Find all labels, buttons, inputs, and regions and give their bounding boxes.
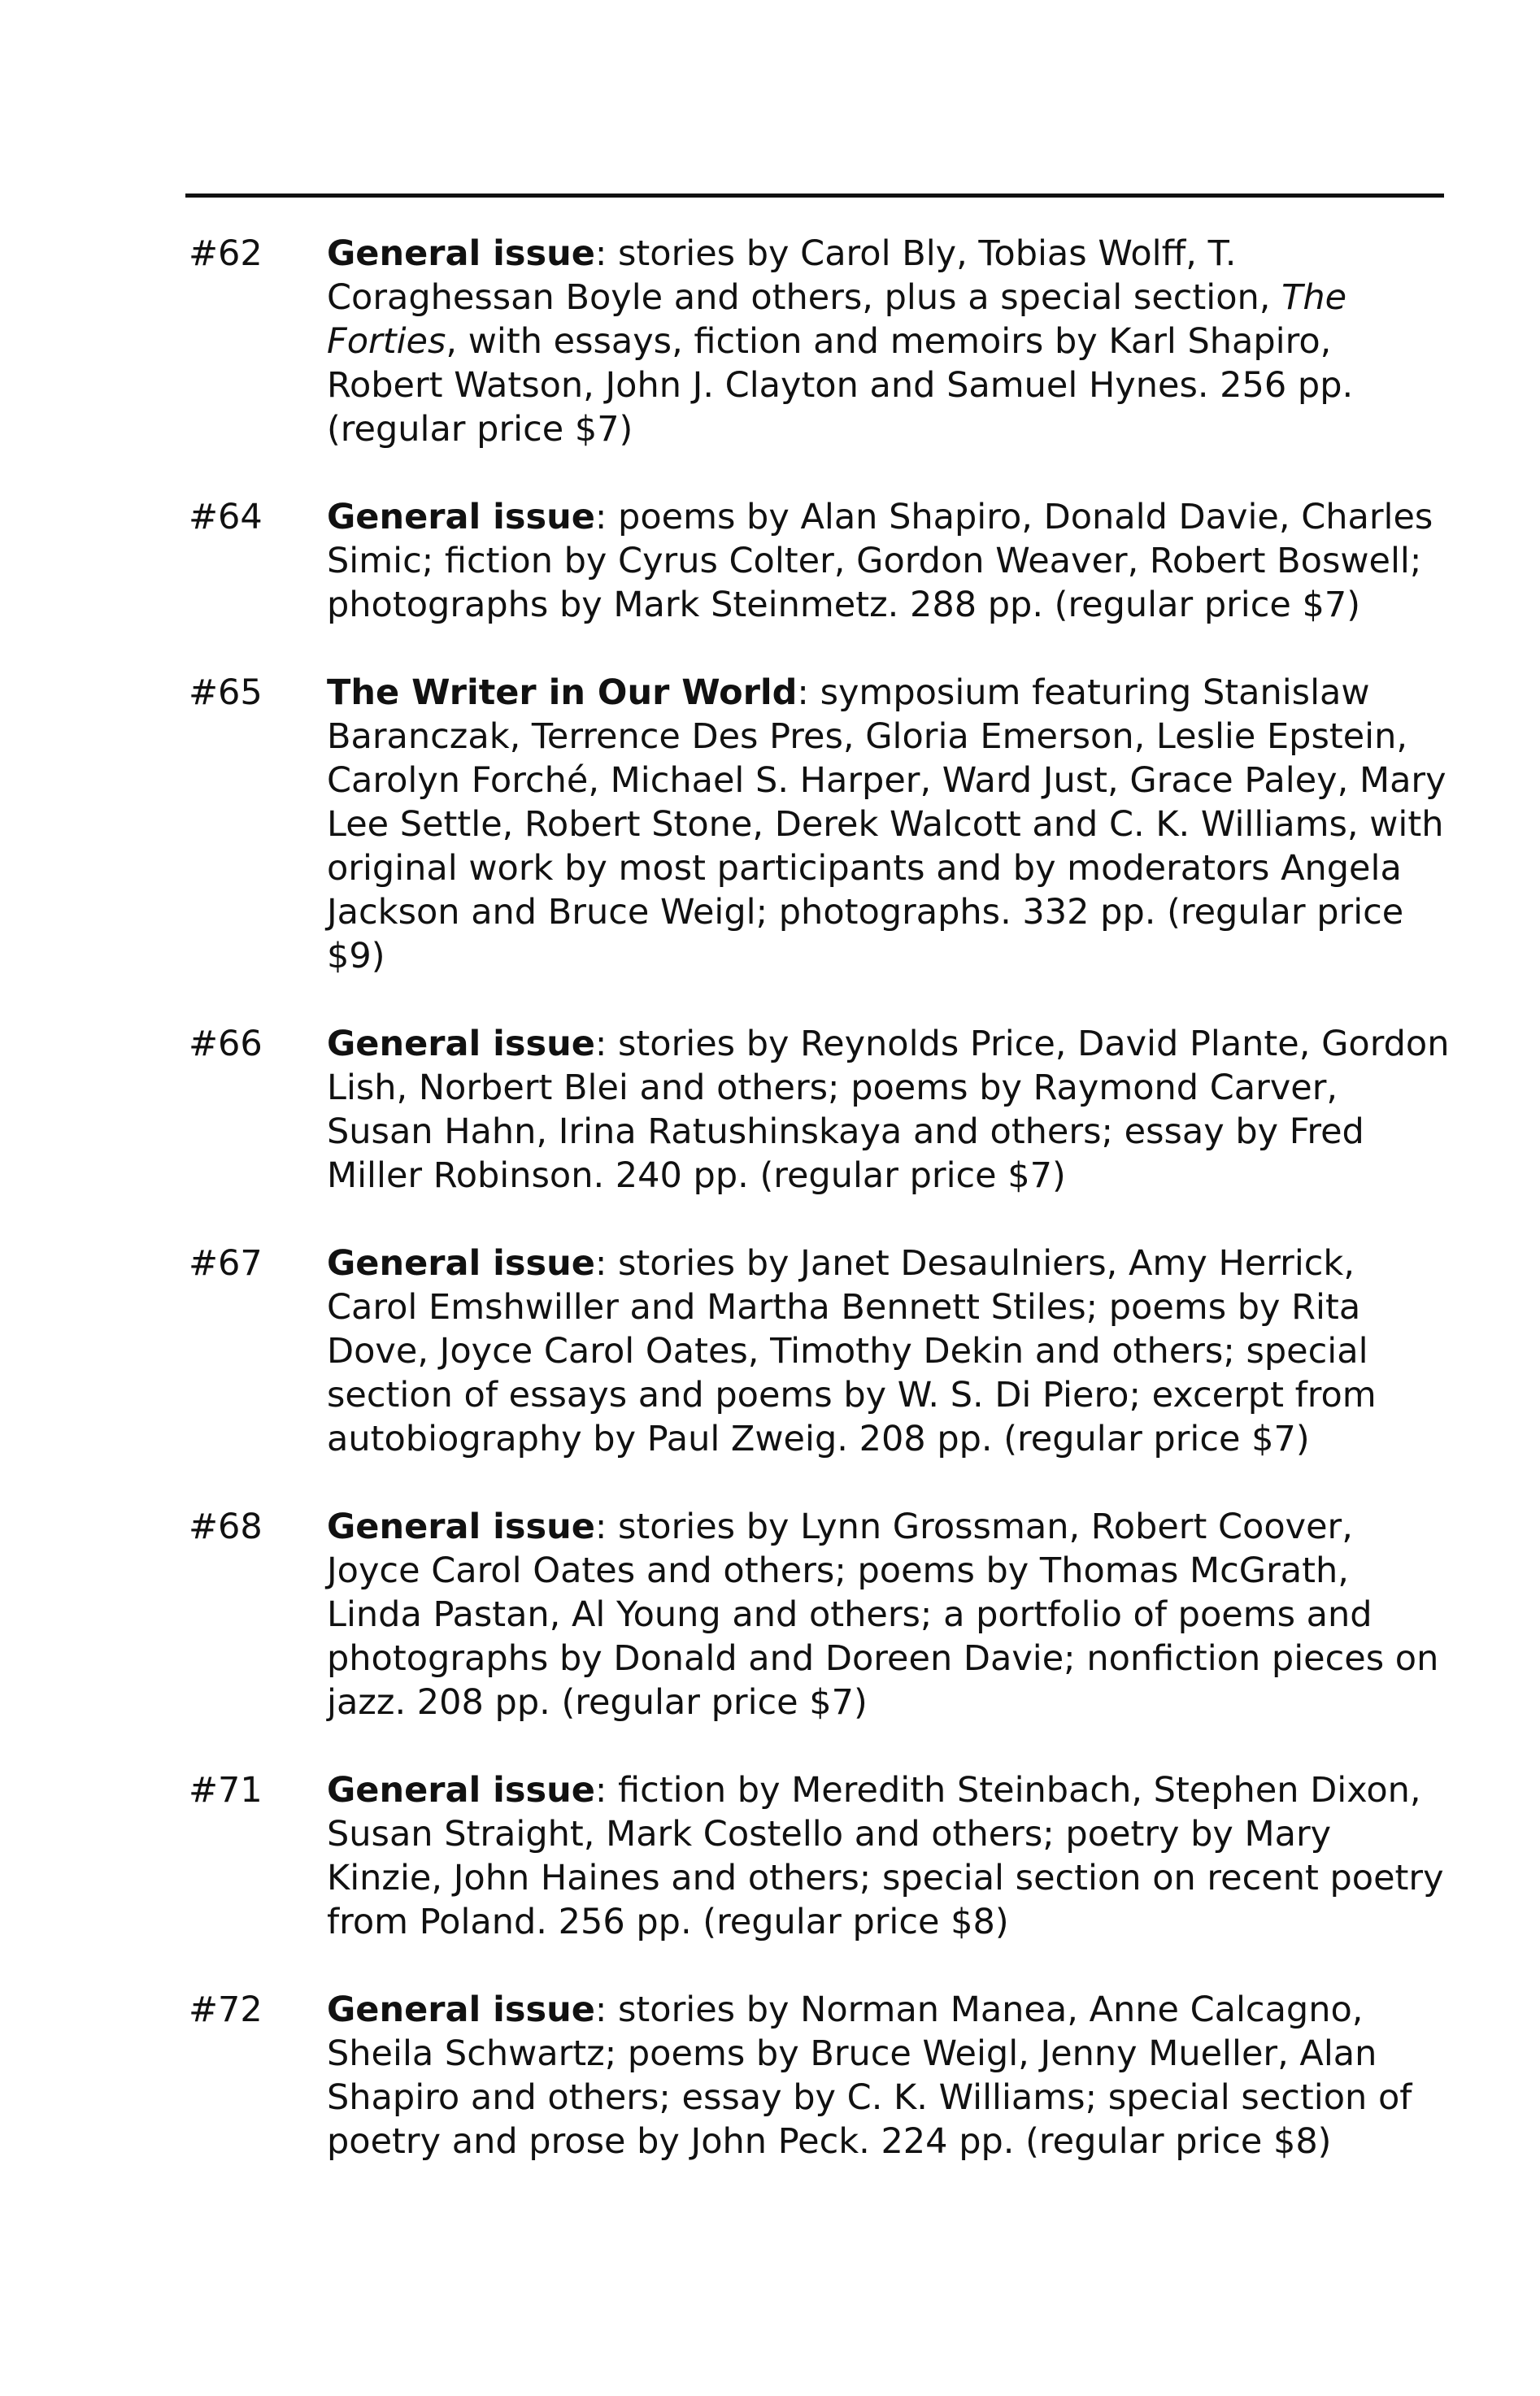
issue-entry-66 <box>185 1022 1454 1198</box>
issue-desc: : fiction by Meredith Steinbach, Stephen Dixon, Susan Straight, Mark Costello and others; poetry by Mary Kinzie, John Haines and others; special section on recent poetry from Poland. 256 pp. (regular price $8) <box>327 1770 1444 1942</box>
issue-entry-72 <box>185 1988 1454 2163</box>
section-title: The Forties <box>327 277 1347 362</box>
issue-heading: General issue <box>327 1024 595 1064</box>
issue-number: #67 <box>189 1243 263 1284</box>
issue-entry-71 <box>185 1768 1454 1944</box>
issue-description <box>327 1988 1454 2163</box>
issue-number: #64 <box>189 497 263 537</box>
issue-heading: General issue <box>327 1507 595 1547</box>
issue-desc: : symposium featuring Stanislaw Baranczak, Terrence Des Pres, Gloria Emerson, Leslie Epstein, Carolyn Forché, Michael S. Harper, Ward Just, Grace Paley, Mary Lee Settle, Robert Stone, Derek Walcott and C. K. Williams, with original work by most participants and by moderators Angela Jackson and Bruce Weigl; photographs. 332 pp. (regular price $9) <box>327 672 1446 976</box>
issue-entry-68 <box>185 1505 1454 1724</box>
issue-number: #62 <box>189 233 263 274</box>
issue-description <box>327 1505 1454 1724</box>
back-issues-list <box>185 232 1454 2207</box>
issue-heading: General issue <box>327 1989 595 2030</box>
issue-number: #71 <box>189 1770 263 1811</box>
issue-number: #66 <box>189 1024 263 1064</box>
issue-description <box>327 671 1454 978</box>
issue-desc: : stories by Janet Desaulniers, Amy Herrick, Carol Emshwiller and Martha Bennett Stiles; poems by Rita Dove, Joyce Carol Oates, Timothy Dekin and others; special section of essays and poems by W. S. Di Piero; excerpt from autobiography by Paul Zweig. 208 pp. (regular price $7) <box>327 1243 1377 1459</box>
issue-number: #65 <box>189 672 263 713</box>
issue-heading: General issue <box>327 233 595 274</box>
issue-entry-65 <box>185 671 1454 978</box>
issue-desc-part: , with essays, fiction and memoirs by Karl Shapiro, Robert Watson, John J. Clayton and Samuel Hynes. 256 pp. (regular price $7) <box>327 321 1354 450</box>
issue-description <box>327 232 1454 451</box>
issue-heading: General issue <box>327 1770 595 1811</box>
issue-description <box>327 1241 1454 1461</box>
issue-heading: General issue <box>327 1243 595 1284</box>
issue-entry-67 <box>185 1241 1454 1461</box>
issue-number: #72 <box>189 1989 263 2030</box>
issue-desc: : poems by Alan Shapiro, Donald Davie, Charles Simic; fiction by Cyrus Colter, Gordon Weaver, Robert Boswell; photographs by Mark Steinmetz. 288 pp. (regular price $7) <box>327 497 1433 625</box>
issue-desc-part: : stories by Carol Bly, Tobias Wolff, T. Coraghessan Boyle and others, plus a special section, <box>327 233 1282 318</box>
top-rule <box>185 194 1444 198</box>
issue-entry-64 <box>185 495 1454 627</box>
issue-number: #68 <box>189 1507 263 1547</box>
issue-desc: : stories by Norman Manea, Anne Calcagno, Sheila Schwartz; poems by Bruce Weigl, Jenny Mueller, Alan Shapiro and others; essay by C. K. Williams; special section of poetry and prose by John Peck. 224 pp. (regular price $8) <box>327 1989 1412 2162</box>
issue-description <box>327 495 1454 627</box>
issue-desc: : stories by Lynn Grossman, Robert Coover, Joyce Carol Oates and others; poems by Thomas McGrath, Linda Pastan, Al Young and others; a portfolio of poems and photographs by Donald and Doreen Davie; nonfiction pieces on jazz. 208 pp. (regular price $7) <box>327 1507 1439 1723</box>
issue-desc: : stories by Reynolds Price, David Plante, Gordon Lish, Norbert Blei and others; poems by Raymond Carver, Susan Hahn, Irina Ratushinskaya and others; essay by Fred Miller Robinson. 240 pp. (regular price $7) <box>327 1024 1450 1196</box>
issue-heading: General issue <box>327 497 595 537</box>
issue-entry-62 <box>185 232 1454 451</box>
issue-description <box>327 1022 1454 1198</box>
issue-description <box>327 1768 1454 1944</box>
issue-heading: The Writer in Our World <box>327 672 798 713</box>
